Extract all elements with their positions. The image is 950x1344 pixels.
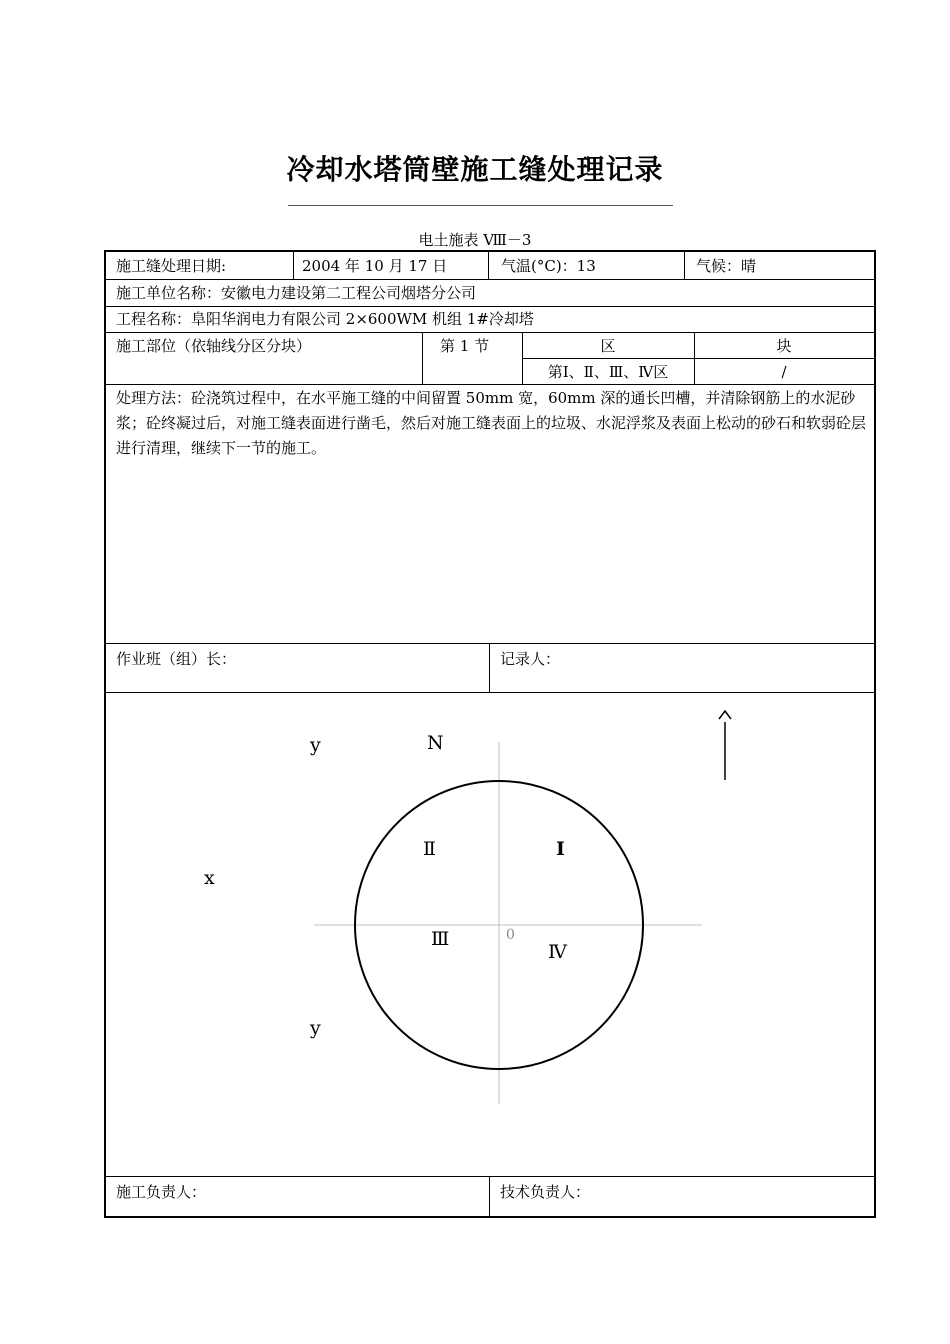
section-number: 第 1 节 [440,337,490,355]
construction-lead-label: 施工负责人： [116,1183,207,1201]
quadrant-4-label: Ⅳ [548,941,567,963]
col-divider [489,1176,490,1218]
col-divider [293,252,294,279]
project-name: 工程名称：阜阳华润电力有限公司 2×600WM 机组 1#冷却塔 [116,310,534,328]
recorder-label: 记录人： [500,650,561,668]
zone-header: 区 [600,337,616,355]
origin-label: 0 [506,927,515,943]
col-divider [684,252,685,279]
team-leader-label: 作业班（组）长： [116,650,237,668]
col-divider [422,332,423,384]
y-axis-label-bottom: y [310,1017,321,1039]
title-underline [288,205,673,206]
weather: 气候：晴 [696,257,757,275]
row-divider [106,643,874,644]
quadrant-3-label: Ⅲ [431,928,450,950]
north-label: N [427,732,444,754]
temperature: 气温(°C)：13 [501,257,596,275]
block-value: / [781,363,787,381]
record-form [104,250,876,1218]
zone-value: 第Ⅰ、Ⅱ、Ⅲ、Ⅳ区 [547,363,669,381]
north-arrow-head [718,710,732,724]
document-title: 冷却水塔筒壁施工缝处理记录 [286,153,664,186]
date-value: 2004 年 10 月 17 日 [302,257,448,275]
form-code: 电土施表 Ⅷ－3 [418,231,532,249]
construction-unit: 施工单位名称：安徽电力建设第二工程公司烟塔分公司 [116,284,477,302]
col-divider [488,252,489,279]
y-axis-label-top: y [310,734,321,756]
quadrant-1-label: Ⅰ [556,838,565,860]
technical-lead-label: 技术负责人： [500,1183,591,1201]
date-label: 施工缝处理日期: [116,257,227,275]
quadrant-2-label: Ⅱ [423,838,436,860]
location-label: 施工部位（依轴线分区分块） [116,337,312,355]
zone-diagram-graphic [106,692,874,1176]
block-header: 块 [776,337,792,355]
zone-diagram [106,692,874,1176]
col-divider [489,643,490,692]
x-axis-label: x [204,867,215,889]
treatment-method: 处理方法：砼浇筑过程中，在水平施工缝的中间留置 50mm 宽，60mm 深的通长凹槽，并清除钢筋上的水泥砂浆；砼终凝过后，对施工缝表面进行凿毛，然后对施工缝表面上的垃圾、水泥浮浆及表面上松动的砂石和软弱砼层进行清理，继续下一节的施工。 [116,389,867,457]
row-divider [106,1176,874,1177]
